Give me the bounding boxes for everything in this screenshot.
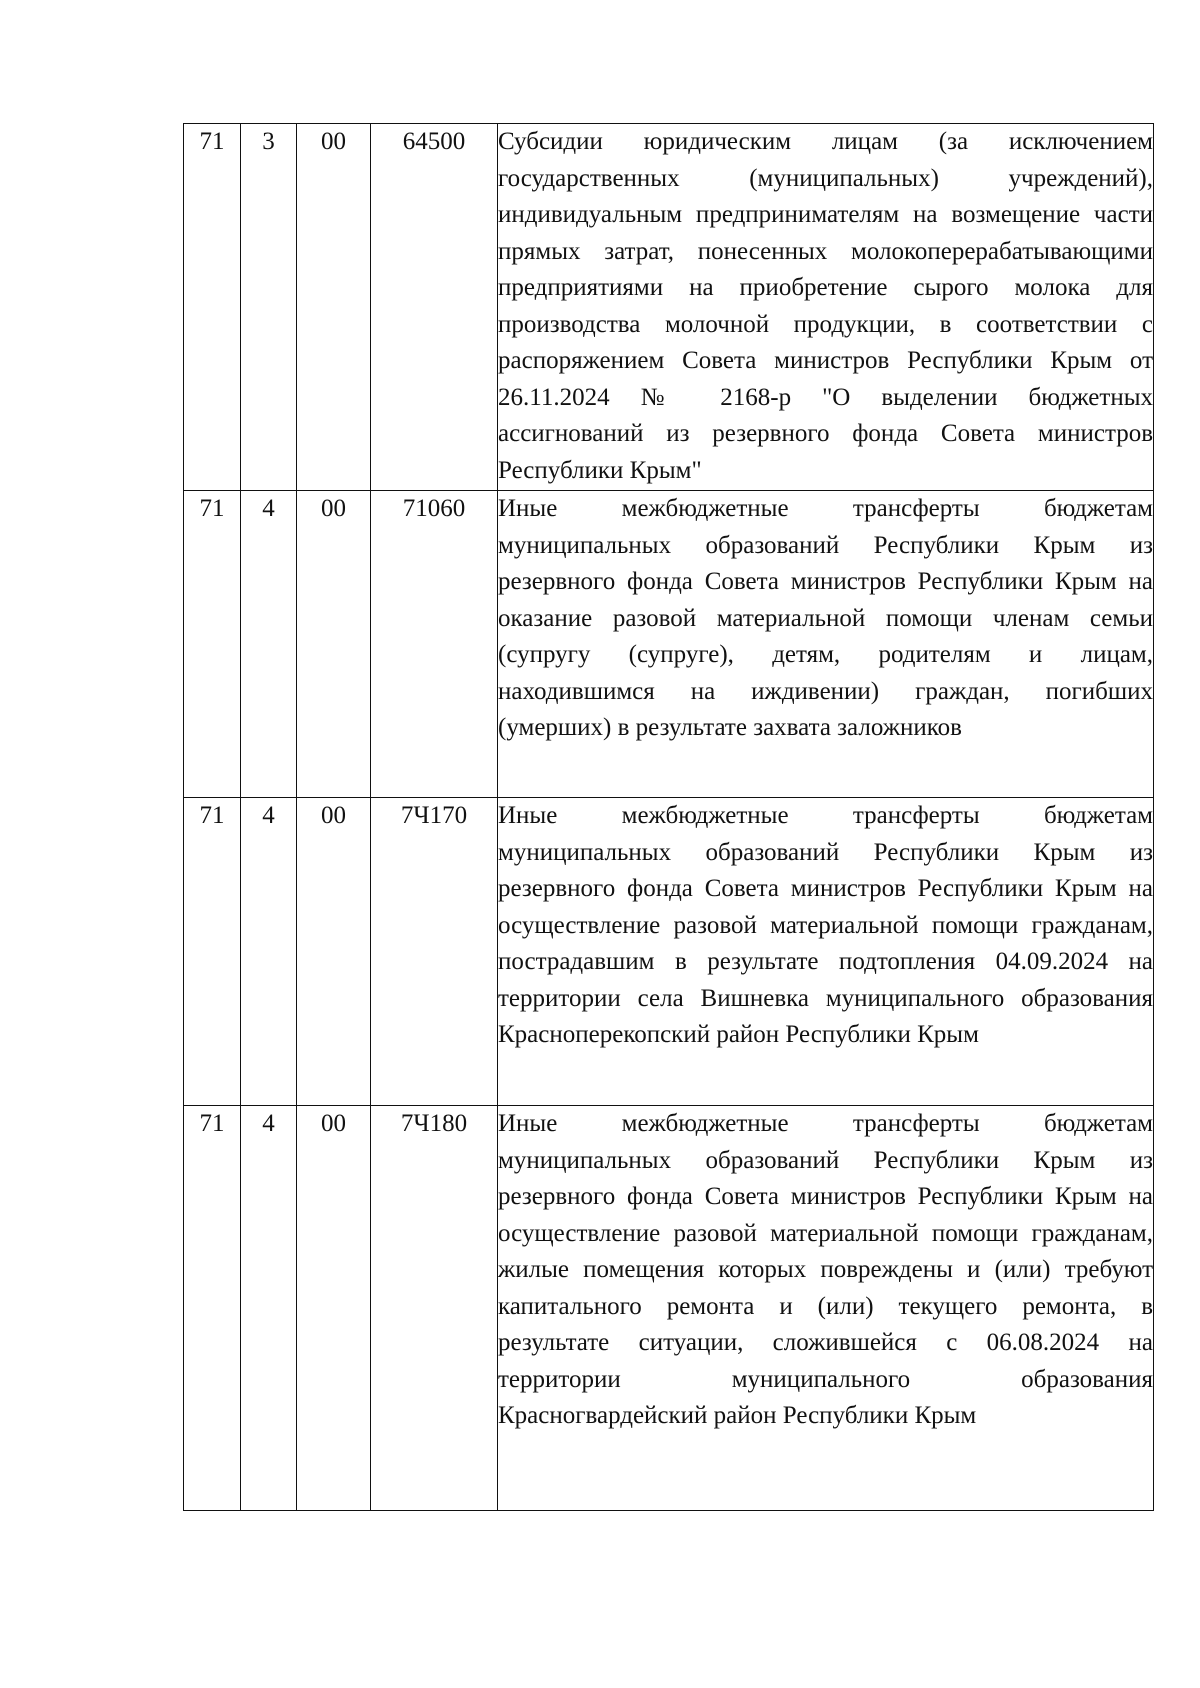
code-subprogram-cell: 4 <box>241 1106 297 1511</box>
code-event-cell: 00 <box>297 1106 371 1511</box>
code-program-cell: 71 <box>184 491 241 798</box>
code-direction-cell: 7Ч170 <box>371 798 498 1106</box>
code-direction-cell: 7Ч180 <box>371 1106 498 1511</box>
code-subprogram-cell: 4 <box>241 491 297 798</box>
code-program-cell: 71 <box>184 1106 241 1511</box>
description-cell: Иные межбюджетные трансферты бюджетам муниципальных образований Республики Крым из резервного фонда Совета министров Республики Крым на осуществление разовой материальной помощи гражданам, пострадавшим в результате подтопления 04.09.2024 на территории села Вишневка муниципального образования Красноперекопский район Республики Крым <box>498 798 1154 1106</box>
code-event-cell: 00 <box>297 124 371 491</box>
code-program-cell: 71 <box>184 124 241 491</box>
code-event-cell: 00 <box>297 798 371 1106</box>
code-event-cell: 00 <box>297 491 371 798</box>
table-row <box>184 491 1154 798</box>
description-cell: Субсидии юридическим лицам (за исключением государственных (муниципальных) учреждений), индивидуальным предпринимателям на возмещение части прямых затрат, понесенных молокоперерабатывающими предприятиями на приобретение сырого молока для производства молочной продукции, в соответствии с распоряжением Совета министров Республики Крым от 26.11.2024 № 2168-р "О выделении бюджетных ассигнований из резервного фонда Совета министров Республики Крым" <box>498 124 1154 491</box>
code-subprogram-cell: 4 <box>241 798 297 1106</box>
table-row <box>184 798 1154 1106</box>
description-cell: Иные межбюджетные трансферты бюджетам муниципальных образований Республики Крым из резервного фонда Совета министров Республики Крым на оказание разовой материальной помощи членам семьи (супругу (супруге), детям, родителям и лицам, находившимся на иждивении) граждан, погибших (умерших) в результате захвата заложников <box>498 491 1154 798</box>
code-direction-cell: 64500 <box>371 124 498 491</box>
code-direction-cell: 71060 <box>371 491 498 798</box>
code-subprogram-cell: 3 <box>241 124 297 491</box>
code-program-cell: 71 <box>184 798 241 1106</box>
budget-classification-table <box>183 123 1154 1511</box>
table-row <box>184 124 1154 491</box>
description-cell: Иные межбюджетные трансферты бюджетам муниципальных образований Республики Крым из резервного фонда Совета министров Республики Крым на осуществление разовой материальной помощи гражданам, жилые помещения которых повреждены и (или) требуют капитального ремонта и (или) текущего ремонта, в результате ситуации, сложившейся с 06.08.2024 на территории муниципального образования Красногвардейский район Республики Крым <box>498 1106 1154 1511</box>
table-row <box>184 1106 1154 1511</box>
